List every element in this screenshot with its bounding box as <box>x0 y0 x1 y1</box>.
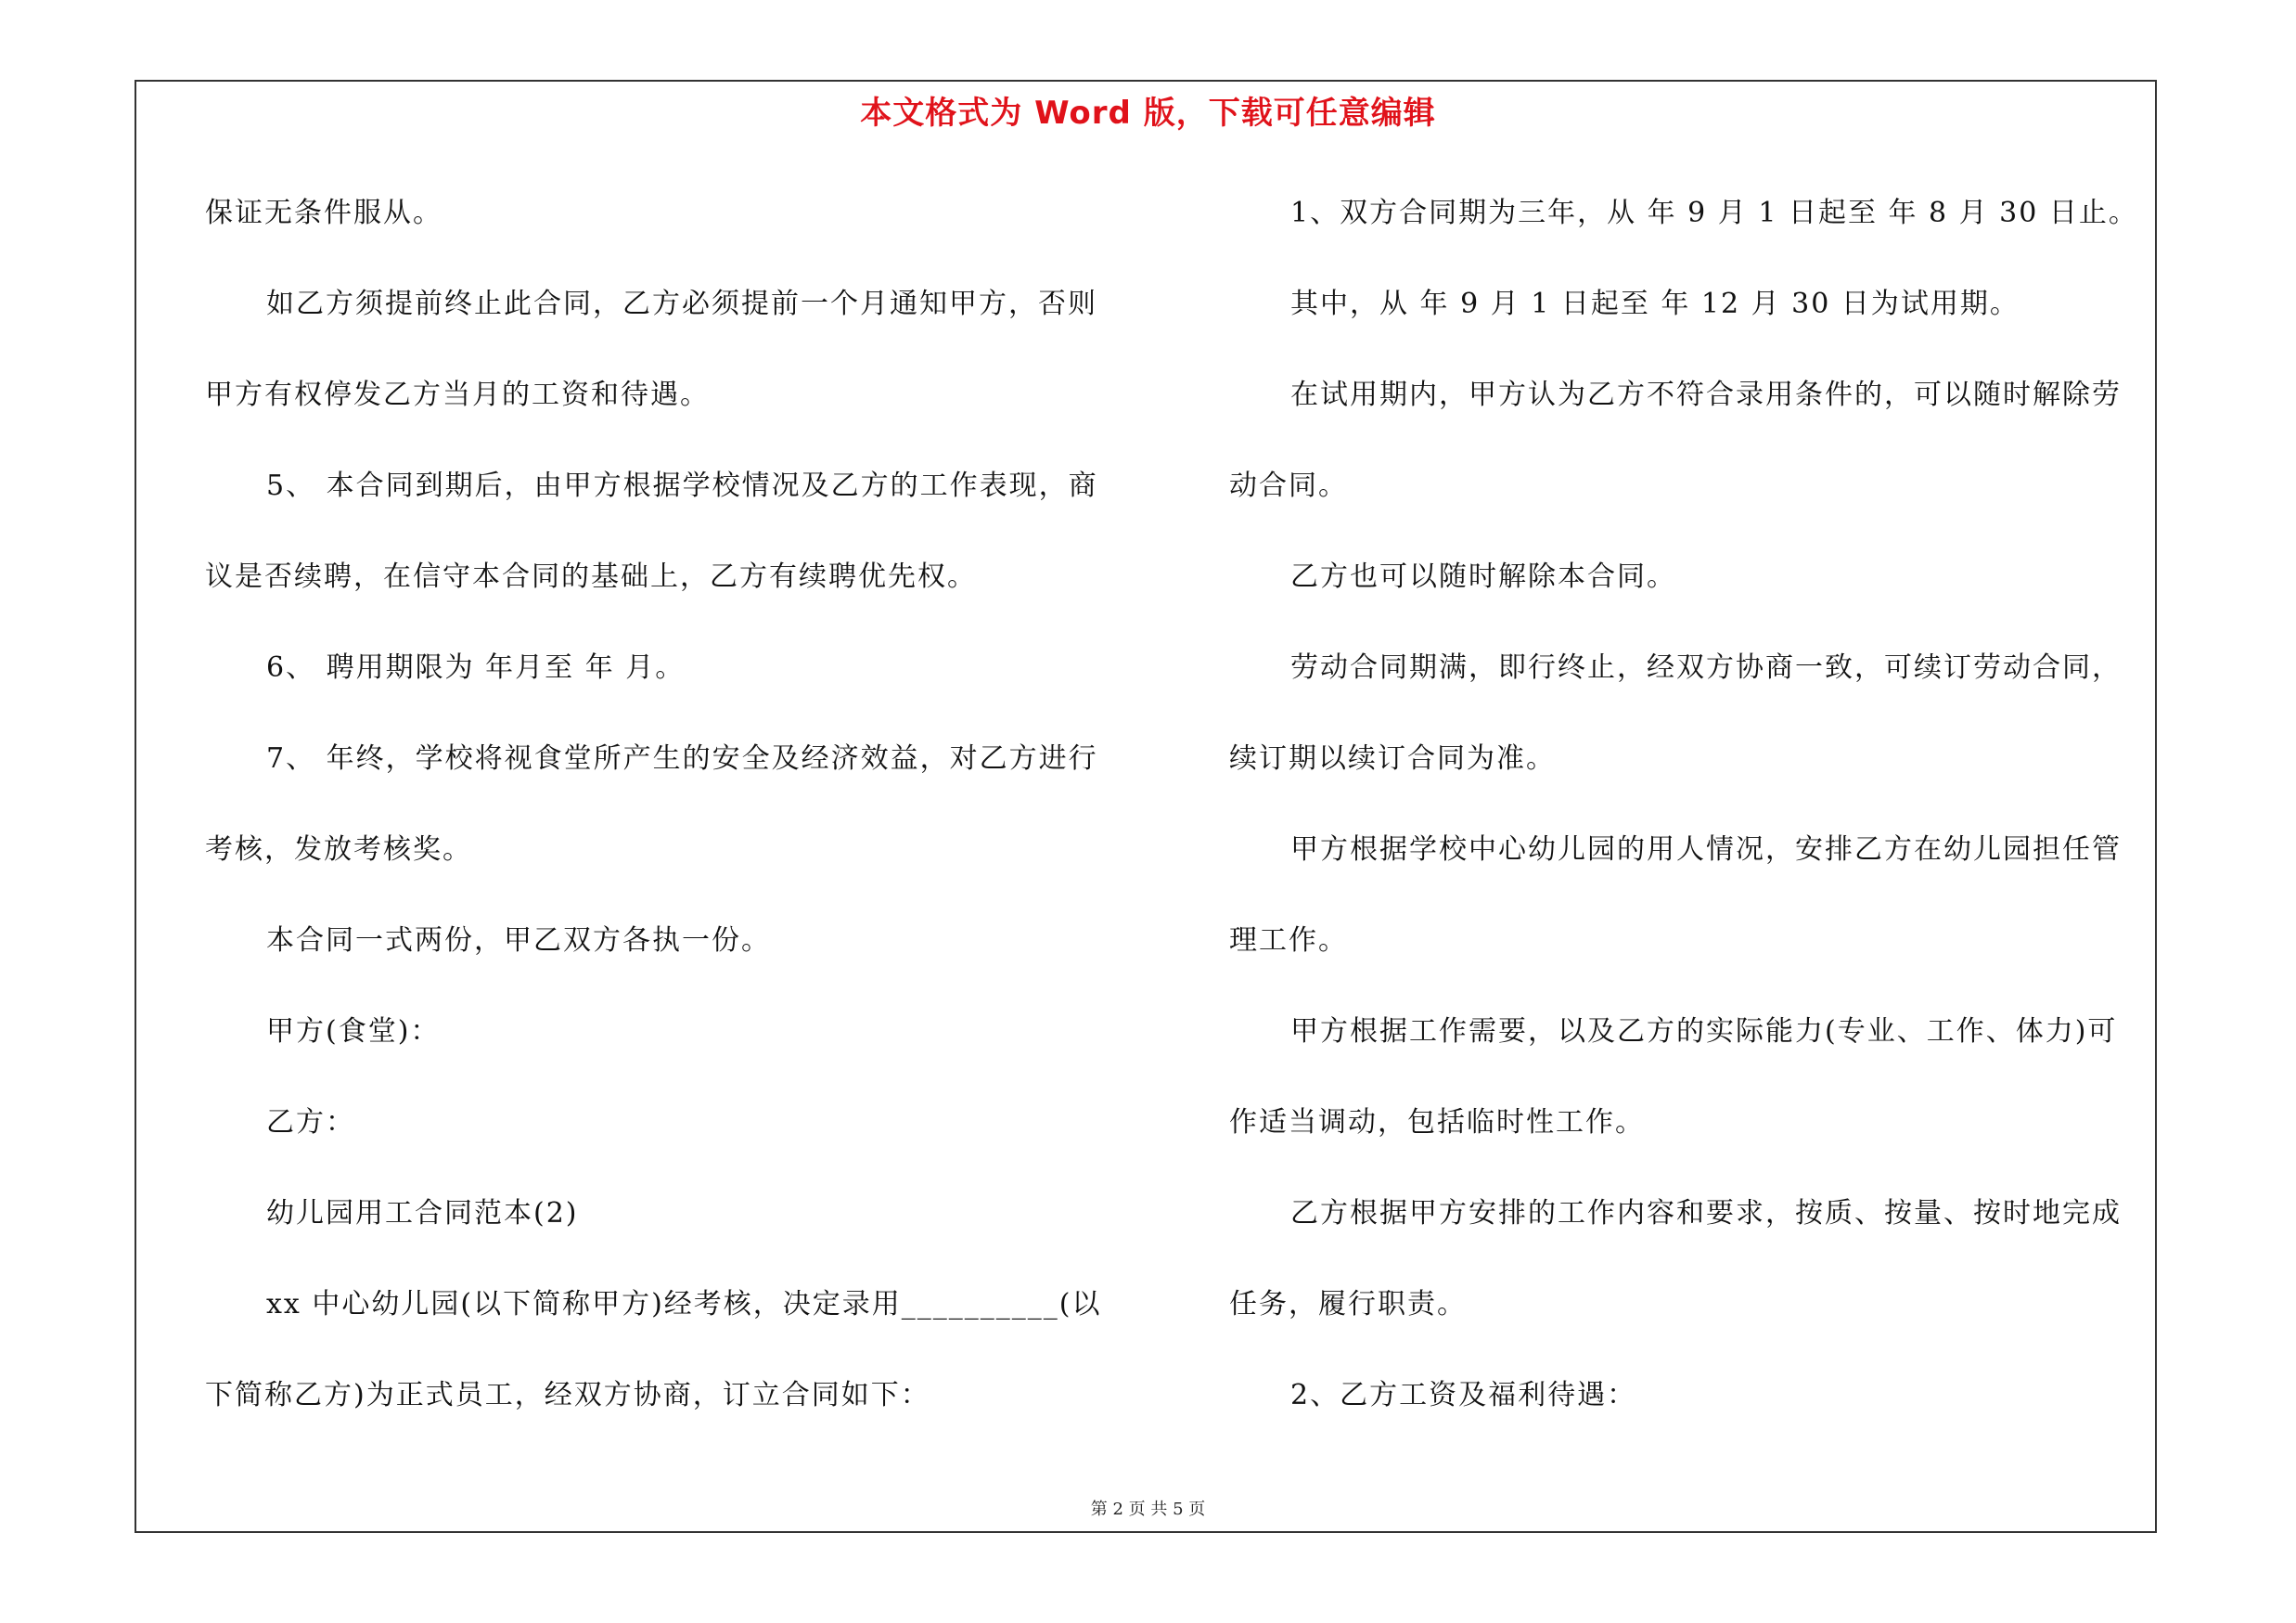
left-line-14: 下简称乙方)为正式员工，经双方协商，订立合同如下： <box>205 1379 930 1411</box>
right-line-7: 续订期以续订合同为准。 <box>1229 742 1556 775</box>
right-line-8: 甲方根据学校中心幼儿园的用人情况，安排乙方在幼儿园担任管 <box>1290 833 2122 866</box>
left-line-4: 5、 本合同到期后，由甲方根据学校情况及乙方的工作表现，商 <box>266 470 1098 502</box>
left-line-9: 本合同一式两份，甲乙双方各执一份。 <box>266 924 771 957</box>
page-number: 第 2 页 共 5 页 <box>1090 1500 1206 1519</box>
left-line-11: 乙方： <box>266 1106 355 1139</box>
left-line-5: 议是否续聘，在信守本合同的基础上，乙方有续聘优先权。 <box>205 560 977 593</box>
left-line-8: 考核，发放考核奖。 <box>205 833 472 866</box>
right-line-1: 1、双方合同期为三年，从 年 9 月 1 日起至 年 8 月 30 日止。 <box>1290 197 2138 229</box>
right-line-14: 2、乙方工资及福利待遇： <box>1290 1379 1637 1411</box>
right-line-11: 作适当调动，包括临时性工作。 <box>1229 1106 1645 1139</box>
right-line-10: 甲方根据工作需要，以及乙方的实际能力(专业、工作、体力)可 <box>1290 1015 2118 1048</box>
right-line-2: 其中，从 年 9 月 1 日起至 年 12 月 30 日为试用期。 <box>1290 288 2020 320</box>
right-line-13: 任务，履行职责。 <box>1229 1288 1467 1320</box>
left-line-7: 7、 年终，学校将视食堂所产生的安全及经济效益，对乙方进行 <box>266 742 1098 775</box>
left-line-3: 甲方有权停发乙方当月的工资和待遇。 <box>205 379 710 411</box>
right-line-3: 在试用期内，甲方认为乙方不符合录用条件的，可以随时解除劳 <box>1290 379 2122 411</box>
left-line-2: 如乙方须提前终止此合同，乙方必须提前一个月通知甲方，否则 <box>266 288 1097 320</box>
right-line-12: 乙方根据甲方安排的工作内容和要求，按质、按量、按时地完成 <box>1290 1197 2122 1230</box>
format-banner: 本文格式为 Word 版，下载可任意编辑 <box>860 95 1436 132</box>
left-line-12: 幼儿园用工合同范本(2) <box>266 1197 579 1230</box>
right-line-9: 理工作。 <box>1229 924 1348 957</box>
left-line-10: 甲方(食堂)： <box>266 1015 441 1048</box>
left-line-6: 6、 聘用期限为 年月至 年 月。 <box>266 651 686 684</box>
left-line-1: 保证无条件服从。 <box>205 197 443 229</box>
right-line-5: 乙方也可以随时解除本合同。 <box>1290 560 1676 593</box>
right-line-4: 动合同。 <box>1229 470 1348 502</box>
left-line-13: xx 中心幼儿园(以下简称甲方)经考核，决定录用__________(以 <box>266 1288 1102 1320</box>
right-line-6: 劳动合同期满，即行终止，经双方协商一致，可续订劳动合同， <box>1290 651 2122 684</box>
